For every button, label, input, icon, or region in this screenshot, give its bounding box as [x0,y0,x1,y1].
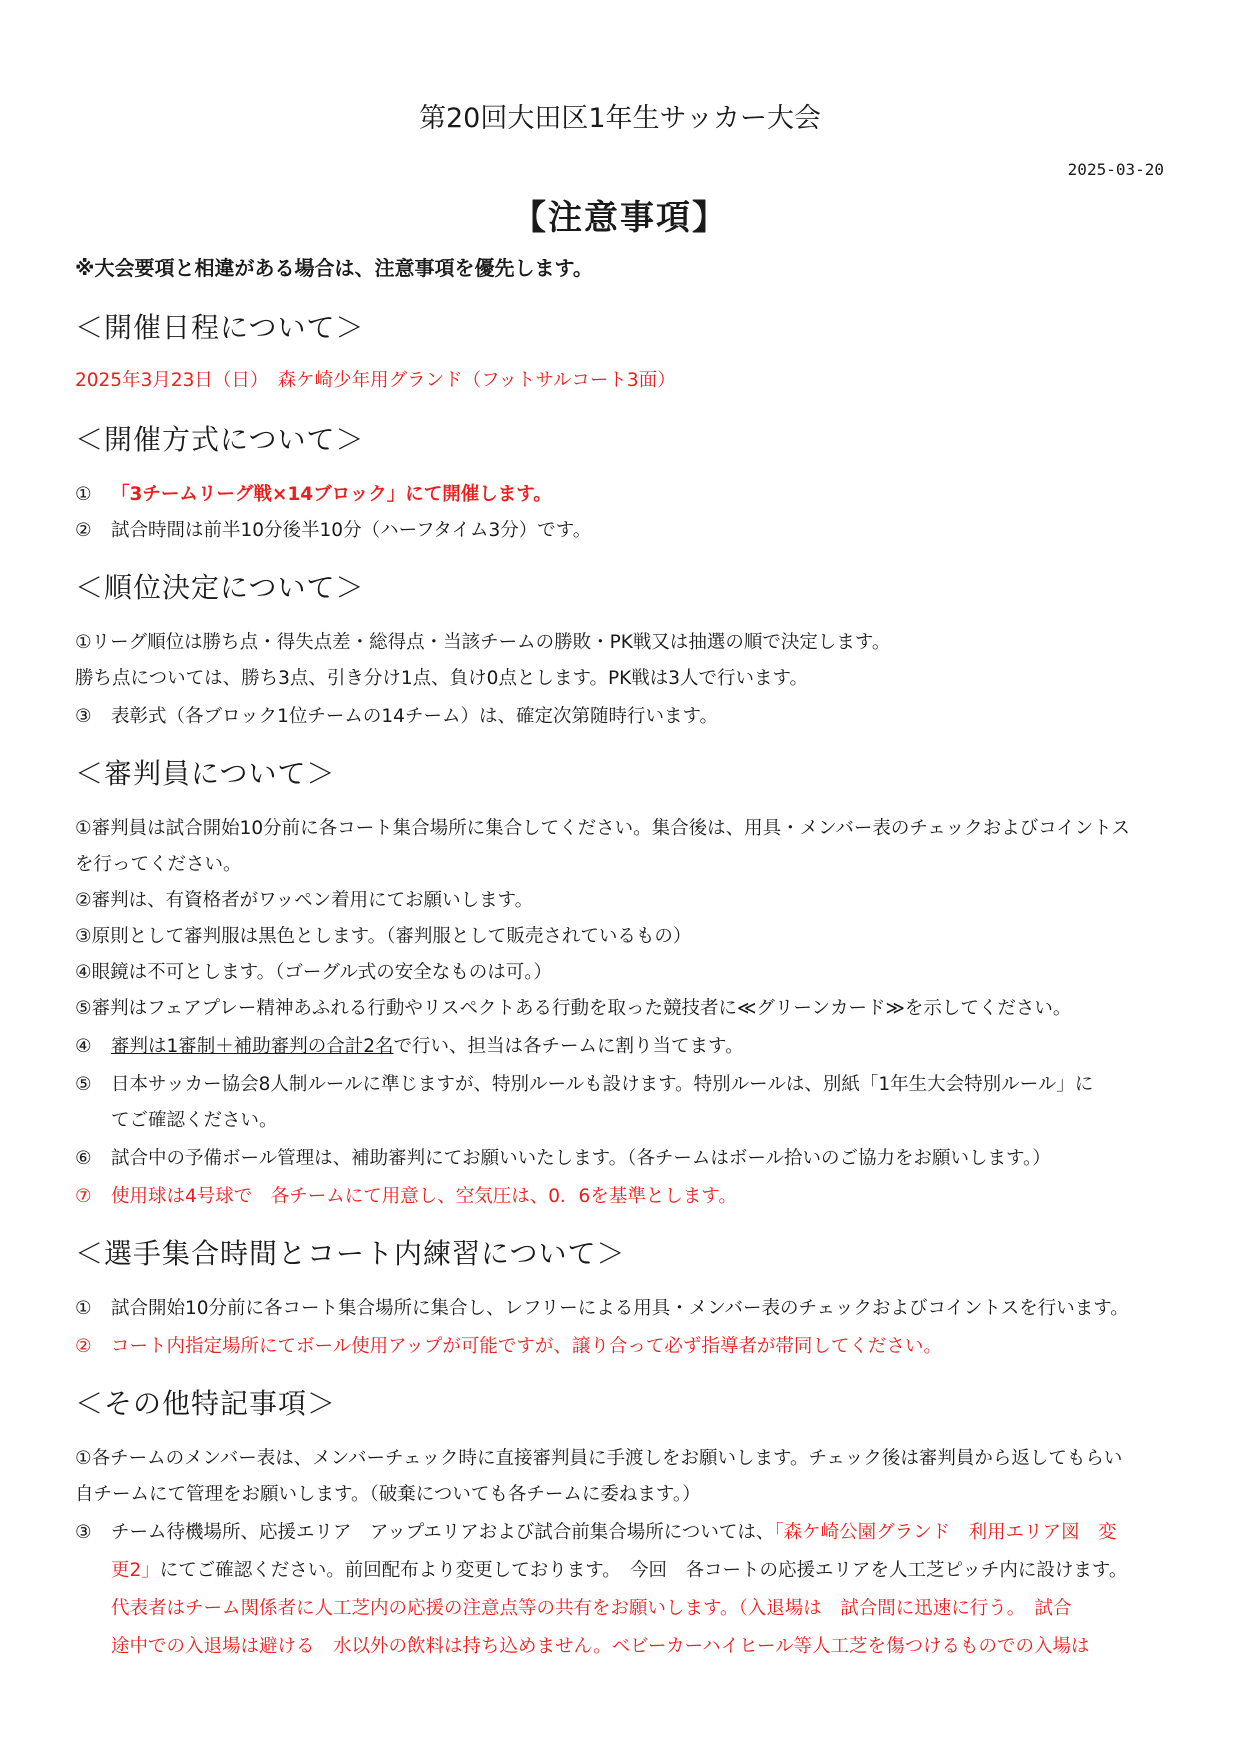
referees-line-3: ③原則として審判服は黒色とします。（審判服として販売されているもの） [75,926,692,947]
item-text: 使用球は4号球で 各チームにて用意し、空気圧は、0．6を基準とします。 [111,1186,737,1207]
section-heading-schedule: ＜開催日程について＞ [75,311,365,344]
other-line-1: ①各チームのメンバー表は、メンバーチェック時に直接審判員に手渡しをお願いします。チェック後は審判員から返してもらい [75,1448,1123,1469]
item-number: ④ [75,1036,92,1057]
referees-item-7 [75,1070,1093,1096]
item-number: ② [75,520,92,541]
players-item-2 [75,1332,942,1358]
referees-item-8 [75,1144,1051,1170]
section-heading-format: ＜開催方式について＞ [75,423,365,456]
item-text-red: 「森ケ崎公園グランド 利用エリア図 変 [774,1522,1117,1543]
item-text: 日本サッカー協会8人制ルールに準じますが、特別ルールも設けます。特別ルールは、別紙「1年生大会特別ルール」に [111,1074,1094,1095]
referees-line-1b: を行ってください。 [75,854,242,875]
document-date: 2025-03-20 [1067,160,1164,179]
item-text: で行い、担当は各チームに割り当てます。 [393,1036,744,1057]
referees-line-2: ②審判は、有資格者がワッペン着用にてお願いします。 [75,890,534,911]
document-title: 第20回大田区1年生サッカー大会 [419,103,821,134]
item-text: 試合時間は前半10分後半10分（ハーフタイム3分）です。 [111,520,592,541]
item-text: コート内指定場所にてボール使用アップが可能ですが、譲り合って必ず指導者が帯同してください。 [111,1336,942,1357]
other-line-1b: 自チームにて管理をお願いします。（破棄についても各チームに委ねます。） [75,1484,701,1505]
other-item-3-cont [111,1556,1127,1582]
main-heading: 【注意事項】 [512,198,728,238]
ranking-line-2: 勝ち点については、勝ち3点、引き分け1点、負け0点とします。PK戦は3人で行います。 [75,668,809,689]
item-number: ③ [75,1522,92,1543]
item-text: 表彰式（各ブロック1位チームの14チーム）は、確定次第随時行います。 [111,706,718,727]
format-item-2 [75,516,591,542]
item-number: ② [75,1336,92,1357]
priority-note: ※大会要項と相違がある場合は、注意事項を優先します。 [75,256,593,280]
players-item-1 [75,1294,1129,1320]
other-item-3 [75,1518,1117,1544]
ranking-item-3 [75,702,718,728]
item-number: ⑥ [75,1148,92,1169]
item-number: ⑦ [75,1186,92,1207]
referees-item-9 [75,1182,737,1208]
item-number: ③ [75,706,92,727]
referees-item-7-cont: てご確認ください。 [111,1110,278,1131]
item-text-red: 更2」 [111,1560,160,1581]
referees-line-1: ①審判員は試合開始10分前に各コート集合場所に集合してください。集合後は、用具・メンバー表のチェックおよびコイントス [75,818,1131,839]
schedule-text: 2025年3月23日（日） 森ケ崎少年用グランド（フットサルコート3面） [75,370,676,391]
item-text: 試合中の予備ボール管理は、補助審判にてお願いいたします。（各チームはボール拾いのご協力をお願いします。） [111,1148,1051,1169]
section-heading-ranking: ＜順位決定について＞ [75,571,365,604]
referees-line-5: ⑤審判はフェアプレー精神あふれる行動やリスペクトある行動を取った競技者に≪グリーンカード≫を示してください。 [75,998,1072,1019]
item-number: ① [75,484,92,505]
underlined-text: 審判は1審制＋補助審判の合計2名 [111,1036,394,1057]
other-item-3-cont-2: 代表者はチーム関係者に人工芝内の応援の注意点等の共有をお願いします。（入退場は 試合間に迅速に行う。 試合 [111,1598,1072,1619]
item-number: ① [75,1298,92,1319]
ranking-line-1: ①リーグ順位は勝ち点・得失点差・総得点・当該チームの勝敗・PK戦又は抽選の順で決定します。 [75,632,891,653]
item-text: 「3チームリーグ戦×14ブロック」にて開催します。 [111,484,552,505]
item-text: チーム待機場所、応援エリア アップエリアおよび試合前集合場所については、 [111,1522,775,1543]
referees-line-4: ④眼鏡は不可とします。（ゴーグル式の安全なものは可。） [75,962,553,983]
format-item-1 [75,480,552,506]
other-item-3-cont-3: 途中での入退場は避ける 水以外の飲料は持ち込めません。ベビーカーハイヒール等人工芝を傷つけるものでの入場は [111,1636,1090,1657]
section-heading-players: ＜選手集合時間とコート内練習について＞ [75,1237,626,1270]
item-text: 試合開始10分前に各コート集合場所に集合し、レフリーによる用具・メンバー表のチェックおよびコイントスを行います。 [111,1298,1129,1319]
section-heading-other: ＜その他特記事項＞ [75,1387,337,1420]
item-number: ⑤ [75,1074,92,1095]
item-text: にてご確認ください。前回配布より変更しております。 今回 各コートの応援エリアを人工芝ピッチ内に設けます。 [159,1560,1128,1581]
referees-item-6 [75,1032,744,1058]
section-heading-referees: ＜審判員について＞ [75,757,336,790]
